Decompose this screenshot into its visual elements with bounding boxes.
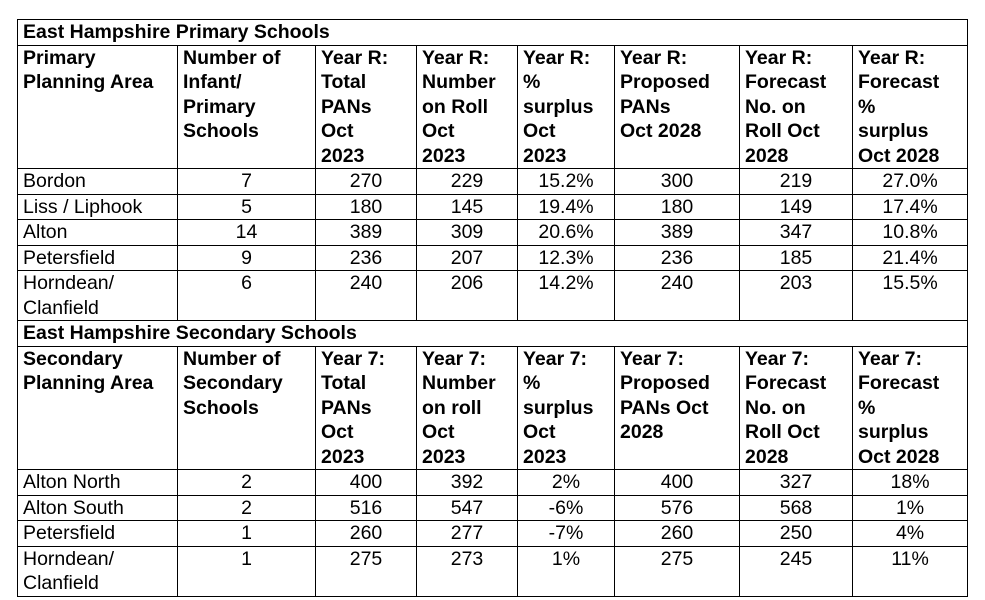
table-cell: 392 xyxy=(417,470,518,496)
planning-area-cell: Horndean/ Clanfield xyxy=(18,546,178,596)
primary-column-header: Year R: Total PANs Oct 2023 xyxy=(316,45,417,169)
primary-column-header: Year R: Forecast % surplus Oct 2028 xyxy=(853,45,968,169)
table-cell: 260 xyxy=(615,521,740,547)
table-cell: 275 xyxy=(615,546,740,596)
table-cell: 236 xyxy=(615,245,740,271)
table-cell: 15.5% xyxy=(853,271,968,321)
table-cell: 15.2% xyxy=(518,169,615,195)
table-cell: 240 xyxy=(316,271,417,321)
table-cell: 185 xyxy=(740,245,853,271)
table-cell: 576 xyxy=(615,495,740,521)
table-cell: 568 xyxy=(740,495,853,521)
table-cell: 275 xyxy=(316,546,417,596)
table-cell: 2% xyxy=(518,470,615,496)
primary-column-header: Year R: Proposed PANs Oct 2028 xyxy=(615,45,740,169)
table-cell: -6% xyxy=(518,495,615,521)
secondary-column-header: Year 7: % surplus Oct 2023 xyxy=(518,346,615,470)
table-cell: -7% xyxy=(518,521,615,547)
table-cell: 309 xyxy=(417,220,518,246)
planning-area-cell: Petersfield xyxy=(18,521,178,547)
planning-area-cell: Bordon xyxy=(18,169,178,195)
table-cell: 2 xyxy=(178,470,316,496)
table-row xyxy=(18,546,968,596)
table-row xyxy=(18,169,968,195)
table-cell: 6 xyxy=(178,271,316,321)
table-cell: 203 xyxy=(740,271,853,321)
primary-header-row xyxy=(18,45,968,169)
table-cell: 14 xyxy=(178,220,316,246)
table-cell: 27.0% xyxy=(853,169,968,195)
secondary-column-header: Secondary Planning Area xyxy=(18,346,178,470)
primary-section-title: East Hampshire Primary Schools xyxy=(18,20,968,46)
table-cell: 400 xyxy=(316,470,417,496)
table-cell: 1 xyxy=(178,546,316,596)
table-cell: 516 xyxy=(316,495,417,521)
table-cell: 327 xyxy=(740,470,853,496)
table-cell: 14.2% xyxy=(518,271,615,321)
table-row xyxy=(18,220,968,246)
table-cell: 1% xyxy=(853,495,968,521)
table-cell: 236 xyxy=(316,245,417,271)
primary-column-header: Year R: Number on Roll Oct 2023 xyxy=(417,45,518,169)
planning-area-cell: Liss / Liphook xyxy=(18,194,178,220)
table-row xyxy=(18,495,968,521)
table-row xyxy=(18,470,968,496)
table-cell: 9 xyxy=(178,245,316,271)
secondary-section-title: East Hampshire Secondary Schools xyxy=(18,321,968,347)
table-row xyxy=(18,194,968,220)
planning-area-cell: Horndean/ Clanfield xyxy=(18,271,178,321)
table-cell: 260 xyxy=(316,521,417,547)
planning-area-cell: Petersfield xyxy=(18,245,178,271)
table-row xyxy=(18,245,968,271)
primary-title-row xyxy=(18,20,968,46)
secondary-column-header: Year 7: Total PANs Oct 2023 xyxy=(316,346,417,470)
secondary-column-header: Year 7: Proposed PANs Oct 2028 xyxy=(615,346,740,470)
table-cell: 400 xyxy=(615,470,740,496)
planning-area-cell: Alton North xyxy=(18,470,178,496)
table-cell: 240 xyxy=(615,271,740,321)
secondary-title-row xyxy=(18,321,968,347)
table-cell: 180 xyxy=(615,194,740,220)
primary-column-header: Year R: Forecast No. on Roll Oct 2028 xyxy=(740,45,853,169)
table-cell: 10.8% xyxy=(853,220,968,246)
table-cell: 18% xyxy=(853,470,968,496)
secondary-header-row xyxy=(18,346,968,470)
table-cell: 145 xyxy=(417,194,518,220)
table-cell: 250 xyxy=(740,521,853,547)
table-cell: 389 xyxy=(615,220,740,246)
table-cell: 300 xyxy=(615,169,740,195)
table-cell: 180 xyxy=(316,194,417,220)
primary-column-header: Year R: % surplus Oct 2023 xyxy=(518,45,615,169)
table-cell: 149 xyxy=(740,194,853,220)
table-cell: 4% xyxy=(853,521,968,547)
table-cell: 277 xyxy=(417,521,518,547)
table-cell: 273 xyxy=(417,546,518,596)
table-cell: 20.6% xyxy=(518,220,615,246)
table-cell: 206 xyxy=(417,271,518,321)
table-row xyxy=(18,271,968,321)
table-cell: 547 xyxy=(417,495,518,521)
table-cell: 17.4% xyxy=(853,194,968,220)
table-cell: 270 xyxy=(316,169,417,195)
secondary-column-header: Number of Secondary Schools xyxy=(178,346,316,470)
table-cell: 229 xyxy=(417,169,518,195)
table-cell: 1 xyxy=(178,521,316,547)
table-cell: 245 xyxy=(740,546,853,596)
table-cell: 389 xyxy=(316,220,417,246)
table-cell: 1% xyxy=(518,546,615,596)
secondary-column-header: Year 7: Forecast % surplus Oct 2028 xyxy=(853,346,968,470)
table-cell: 7 xyxy=(178,169,316,195)
table-cell: 11% xyxy=(853,546,968,596)
table-cell: 21.4% xyxy=(853,245,968,271)
secondary-column-header: Year 7: Forecast No. on Roll Oct 2028 xyxy=(740,346,853,470)
planning-area-cell: Alton xyxy=(18,220,178,246)
table-cell: 2 xyxy=(178,495,316,521)
secondary-column-header: Year 7: Number on roll Oct 2023 xyxy=(417,346,518,470)
school-places-table xyxy=(17,19,968,597)
table-cell: 19.4% xyxy=(518,194,615,220)
table-row xyxy=(18,521,968,547)
table-cell: 5 xyxy=(178,194,316,220)
table-cell: 12.3% xyxy=(518,245,615,271)
primary-column-header: Number of Infant/ Primary Schools xyxy=(178,45,316,169)
planning-area-cell: Alton South xyxy=(18,495,178,521)
primary-column-header: Primary Planning Area xyxy=(18,45,178,169)
table-cell: 219 xyxy=(740,169,853,195)
table-cell: 347 xyxy=(740,220,853,246)
table-cell: 207 xyxy=(417,245,518,271)
